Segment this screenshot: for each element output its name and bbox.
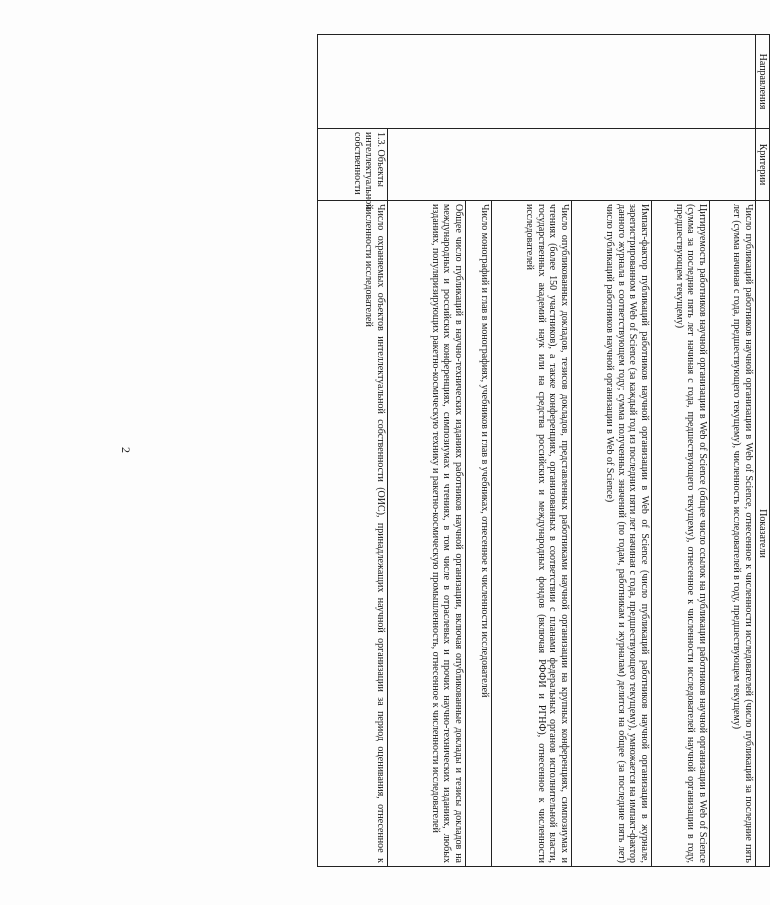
indicator-cell: Число публикаций работников научной организации в Web of Science, отнесенное к численности исследователей (число публикаций за последние пять лет (сумма начиная с года, предшествующего текущему), численность исследователей в году, предшествующем текущему): [710, 201, 756, 867]
table-row: [710, 35, 756, 867]
header-criteria: Критерии: [756, 129, 770, 201]
criteria-table-wrapper: [318, 34, 770, 866]
indicator-cell: Число опубликованных докладов, тезисов докладов, представленных работниками научной организации на крупных конференциях, симпозиумах и чтениях (более 150 участников), а также конференциях, организованных в соответствии с планами федеральных органов исполнительной власти, государственных академий наук или на средства российских и международных фондов (включая РФФИ и РГНФ), отнесенное к численности исследователей: [492, 201, 572, 867]
criteria-table: [317, 34, 770, 867]
criterion-cell: [388, 129, 756, 201]
table-row: [318, 35, 388, 867]
indicator-cell: Число монографий и глав в монографиях, учебников и глав в учебниках, отнесенное к численности исследователей: [466, 201, 492, 867]
header-directions: Направления: [756, 35, 770, 129]
indicator-cell: Число охраняемых объектов интеллектуальной собственности (ОИС), принадлежащих научной организации за период оценивания, отнесенное к численности исследователей: [318, 201, 388, 867]
table-header-row: [756, 35, 770, 867]
criterion-cell: 1.3. Объекты интеллектуальной собственности: [318, 129, 388, 201]
indicator-cell: Импакт-фактор публикаций работников научной организации в Web of Science (число публикаций работников научной организации в журнале, зарегистрированном в Web of Science (за каждый год из последних пяти лет начиная с года, предшествующего текущему), умножается на импакт-фактор данного журнала в соответствующем году; сумма полученных значений (по годам, работникам и журналам) делится на общее (за последние пять лет) число публикаций работников научной организации в Web of Science): [572, 201, 652, 867]
indicator-cell: Общее число публикаций в научно-технических изданиях работников научной организации, включая опубликованные доклады и тезисы докладов на международных и российских конференциях, симпозиумах и чтениях, в том числе в отраслевых и прочих научно-технических изданиях, любых изданиях, популяризирующих ракетно-космическую технику и ракетно-космическую промышленность, отнесенное к численности исследователей: [388, 201, 466, 867]
direction-cell: [318, 35, 756, 129]
page-number: 2: [119, 447, 133, 453]
indicator-cell: Цитируемость работников научной организации в Web of Science (общее число ссылок на публикации работников научной организации в Web of Science (сумма за последние пять лет начиная с года, предшествующего текущему), отнесенное к численности исследователей научной организации в году, предшествующем текущему): [652, 201, 710, 867]
header-indicators: Показатели: [756, 201, 770, 867]
